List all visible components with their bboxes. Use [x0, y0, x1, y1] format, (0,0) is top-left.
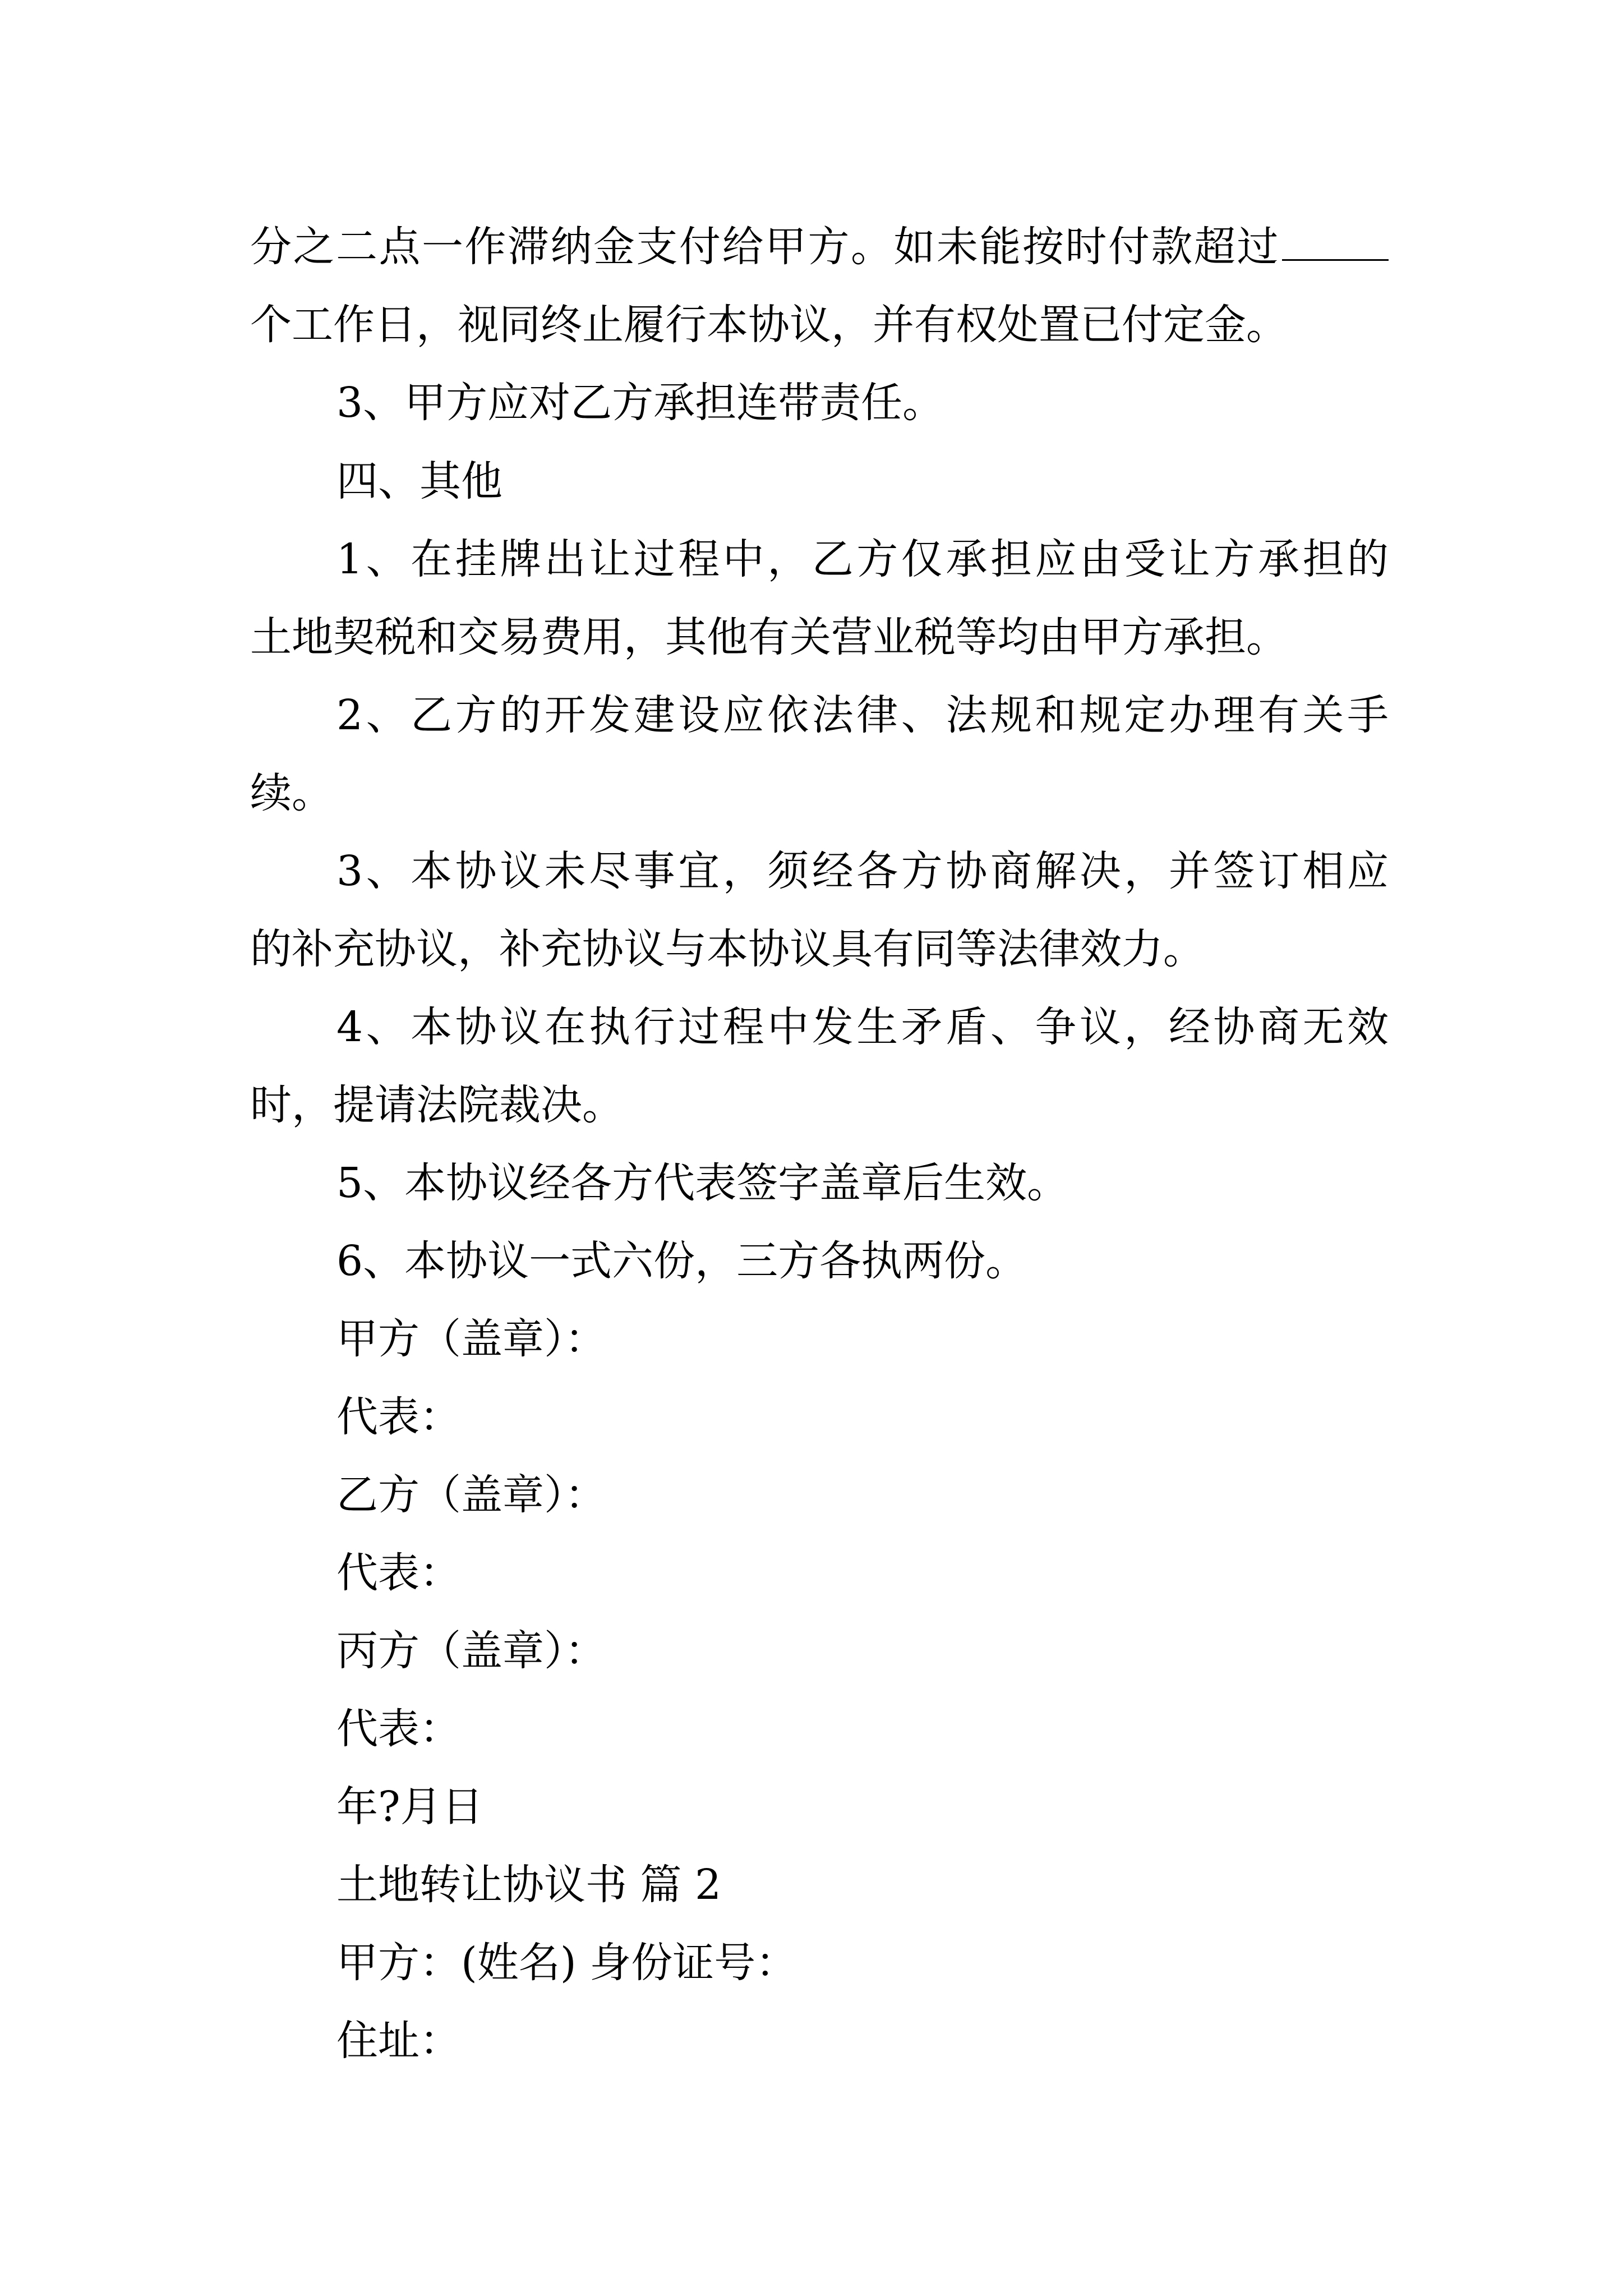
paragraph-line: 4、本协议在执行过程中发生矛盾、争议，经协商无效: [336, 1003, 1389, 1051]
paragraph-line: 5、本协议经各方代表签字盖章后生效。: [336, 1159, 1069, 1207]
representative-label: 代表：: [336, 1393, 461, 1441]
signature-label-party-c: 丙方（盖章）：: [336, 1627, 606, 1675]
paragraph-line: 2、乙方的开发建设应依法律、法规和规定办理有关手: [336, 691, 1389, 739]
section-heading: 四、其他: [336, 457, 502, 505]
paragraph-line: 的补充协议，补充协议与本协议具有同等法律效力。: [250, 925, 1205, 973]
paragraph-line: 个工作日，视同终止履行本协议，并有权处置已付定金。: [250, 301, 1288, 349]
signature-label-party-b: 乙方（盖章）：: [336, 1471, 606, 1519]
section-title: 土地转让协议书 篇 2: [336, 1861, 722, 1909]
paragraph-line: 1、在挂牌出让过程中，乙方仅承担应由受让方承担的: [336, 535, 1389, 583]
party-a-info: 甲方：(姓名) 身份证号：: [336, 1939, 797, 1987]
paragraph-line: 续。: [250, 769, 333, 817]
paragraph-line: 3、甲方应对乙方承担连带责任。: [336, 379, 944, 427]
representative-label: 代表：: [336, 1705, 461, 1753]
paragraph-line: 6、本协议一式六份，三方各执两份。: [336, 1237, 1027, 1285]
address-label: 住址：: [336, 2017, 461, 2065]
fill-in-blank: [1282, 257, 1389, 261]
paragraph-line: 土地契税和交易费用，其他有关营业税等均由甲方承担。: [250, 613, 1288, 661]
paragraph-line: [250, 219, 1389, 275]
representative-label: 代表：: [336, 1549, 461, 1597]
date-line: 年?月日: [336, 1783, 483, 1831]
paragraph-line: 时，提请法院裁决。: [250, 1081, 624, 1129]
paragraph-line: 3、本协议未尽事宜，须经各方协商解决，并签订相应: [336, 847, 1389, 895]
signature-label-party-a: 甲方（盖章）：: [336, 1315, 606, 1363]
paragraph-text: 分之二点一作滞纳金支付给甲方。如未能按时付款超过: [250, 223, 1280, 271]
